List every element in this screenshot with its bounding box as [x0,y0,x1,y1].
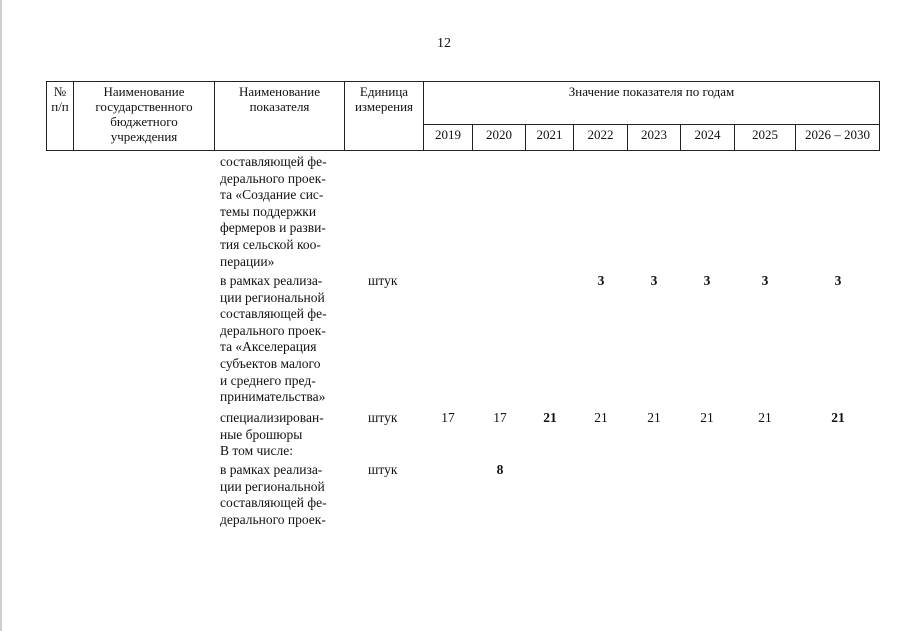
name-line: тия сельской коо- [220,236,321,252]
name-line: ные брошюры [220,426,303,442]
value-2020: 17 [493,410,507,425]
name-line: та «Акселерация [220,339,317,355]
year-2019: 2019 [435,127,461,142]
name-line: составляющей фе- [220,154,327,169]
header-unit: Единица измерения [354,84,414,114]
name-line: ции региональной [220,289,325,305]
header-num: № п/п [51,84,69,114]
name-line: в рамках реализа- [220,462,323,477]
name-line: субъектов малого [220,355,321,371]
value-2025: 21 [758,410,772,425]
name-line: в рамках реализа- [220,273,323,288]
unit-cell: штук [368,410,398,425]
page-edge [0,0,2,631]
header-values: Значение показателя по годам [568,84,735,99]
name-line: темы поддержки [220,203,317,219]
year-2025: 2025 [752,127,778,142]
year-2020: 2020 [486,127,512,142]
name-line: и среднего пред- [220,372,316,388]
indicator-name-block [220,410,344,460]
indicator-name-block [220,273,344,406]
name-line: специализирован- [220,410,324,425]
name-line: принимательства» [220,389,326,405]
name-line: та «Создание сис- [220,187,324,203]
page-number: 12 [437,36,451,51]
unit-cell: штук [368,273,398,288]
year-2021: 2021 [536,127,563,142]
year-2024: 2024 [694,127,721,142]
header-institution: Наименование государственного бюджетного учреждения [95,84,193,144]
value-2021: 21 [543,410,557,425]
name-line: дерального проек- [220,511,326,527]
value-2026-2030: 3 [834,273,842,288]
value-2023: 21 [647,410,661,425]
name-line: составляющей фе- [220,306,327,322]
year-2023: 2023 [641,127,667,142]
value-2022: 21 [594,410,608,425]
value-2024: 21 [700,410,714,425]
value-2022: 3 [597,273,605,288]
name-line: перации» [220,253,275,269]
indicator-name-block [220,462,344,528]
name-line: ции региональной [220,478,325,494]
indicator-name-block [220,154,344,270]
year-2022: 2022 [587,127,614,142]
header-indicator: Наименование показателя [239,84,320,114]
value-2019: 17 [441,410,455,425]
name-line: дерального проек- [220,322,326,338]
year-2026-2030: 2026 – 2030 [805,127,870,142]
name-line: дерального проек- [220,170,326,186]
value-2023: 3 [650,273,658,288]
value-2024: 3 [703,273,711,288]
name-line: фермеров и разви- [220,220,326,236]
name-line: составляющей фе- [220,495,327,511]
name-line: В том числе: [220,443,293,459]
unit-cell: штук [368,462,398,477]
value-2020: 8 [496,462,504,477]
value-2025: 3 [761,273,769,288]
value-2026-2030: 21 [831,410,845,425]
